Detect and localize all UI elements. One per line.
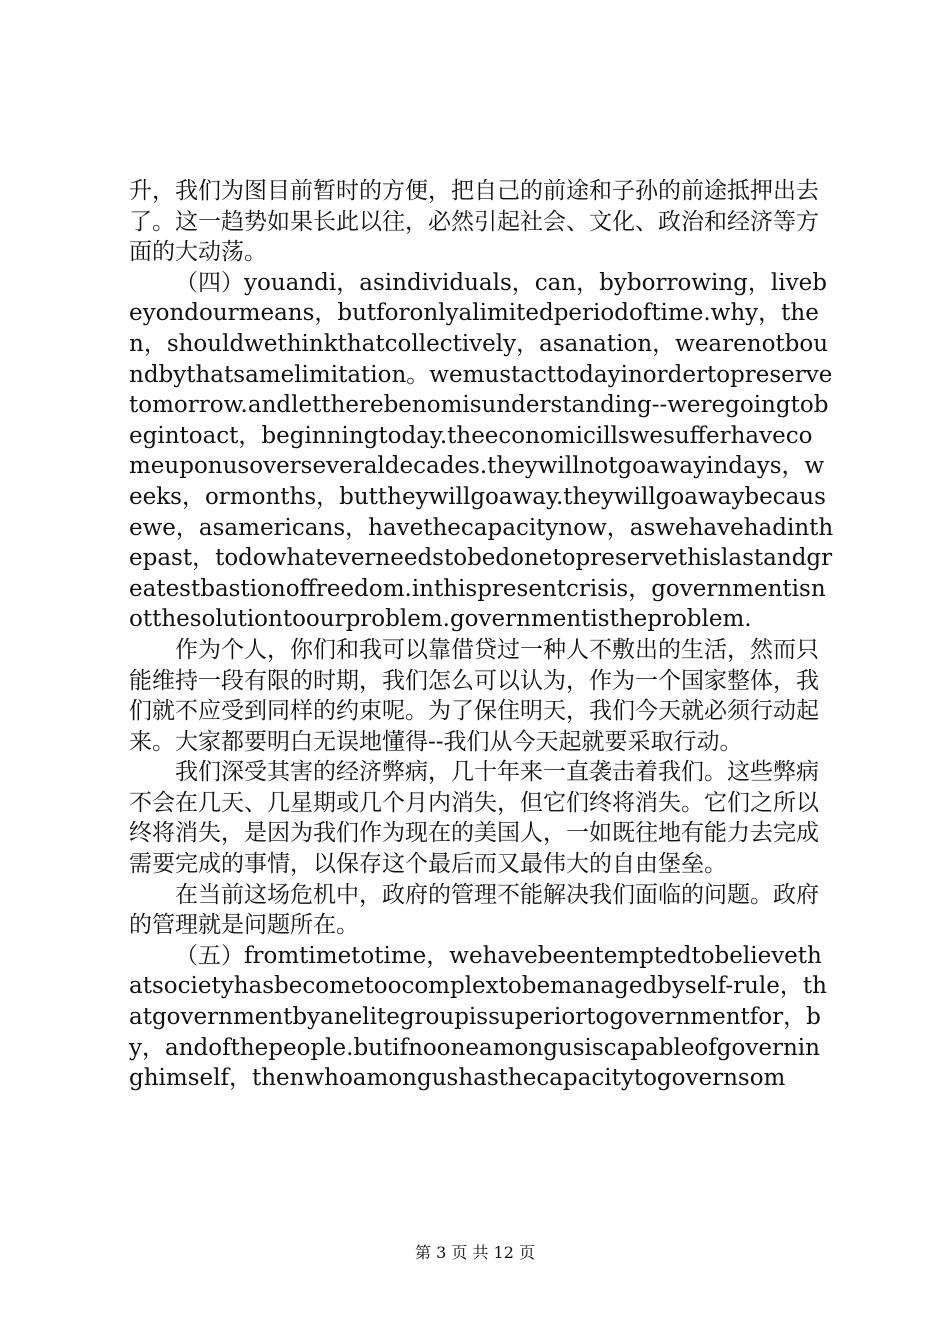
paragraph-translation-crisis: 在当前这场危机中，政府的管理不能解决我们面临的问题。政府的管理就是问题所在。: [129, 881, 819, 939]
paragraph-continuation: 升，我们为图目前暂时的方便，把自己的前途和子孙的前途抵押出去了。这一趋势如果长此以往，必然引起社会、文化、政治和经济等方面的大动荡。: [129, 178, 819, 266]
paragraph-section-five-english: （五）fromtimetotime，wehavebeentemptedtobelievethatsocietyhasbecometoocomplextobemanagedbyself-rule，thatgovernmentbyanelitegroupissuperiortogovernmentfor，by，andofthepeople.butifnooneamongusiscapableofgoverninghimself，thenwhoamongushasthecapacitytogovernsom: [129, 942, 827, 1092]
paragraph-translation-economic-ills: 我们深受其害的经济弊病，几十年来一直袭击着我们。这些弊病不会在几天、几星期或几个月内消失，但它们终将消失。它们之所以终将消失，是因为我们作为现在的美国人，一如既往地有能力去完成需要完成的事情，以保存这个最后而又最伟大的自由堡垒。: [129, 759, 819, 878]
paragraph-section-four-english: （四）youandi，asindividuals，can，byborrowing，livebeyondourmeans，butforonlyalimitedperiodoftime.why，then，shouldwethinkthatcollectively，asanation，wearenotboundbythatsamelimitation。wemustacttodayinordertopreservetomorrow.andlettherebenomisunderstanding--weregoingtobegintoact，beginningtoday.theeconomicillswesufferhavecomeuponusoverseveraldecades.theywillnotgoawayindays，weeks，ormonths，buttheywillgoaway.theywillgoawaybecausewe，asamericans，havethecapacitynow，aswehavehadinthepast，todowhateverneedstobedonetopreservethislastandgreatestbastionoffreedom.inthispresentcrisis，governmentisnotthesolutiontoourproblem.governmentistheproblem.: [129, 269, 834, 633]
page-number-footer: 第 3 页 共 12 页: [415, 1243, 535, 1262]
paragraph-translation-individuals: 作为个人，你们和我可以靠借贷过一种人不敷出的生活，然而只能维持一段有限的时期，我们怎么可以认为，作为一个国家整体，我们就不应受到同样的约束呢。为了保住明天，我们今天就必须行动起来。大家都要明白无误地懂得--我们从今天起就要采取行动。: [129, 636, 819, 755]
document-body: [129, 176, 834, 1094]
